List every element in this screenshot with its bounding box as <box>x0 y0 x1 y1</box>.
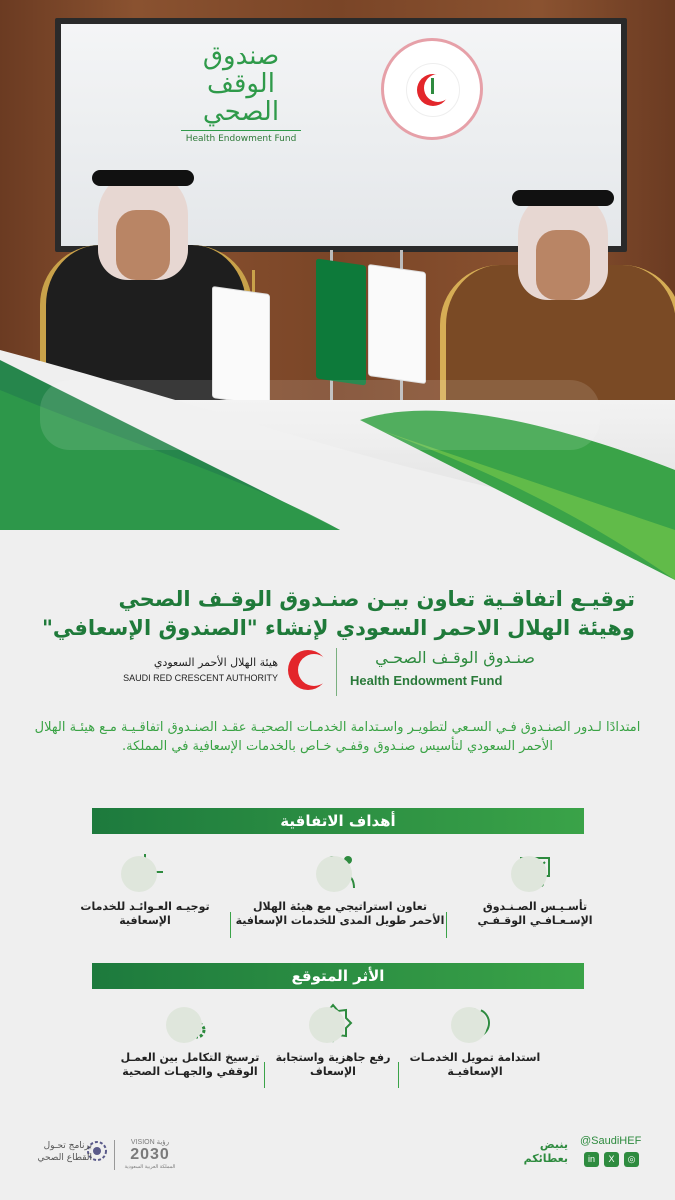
impact-item <box>115 1003 265 1079</box>
goal-text: توجيـه العـوائـد للخدمات الإسعافية <box>80 900 210 927</box>
hef-logo <box>350 648 560 688</box>
title-line-1: توقيـع اتفاقـية تعاون بيـن صنـدوق الوقـف الصحي <box>118 587 635 611</box>
src-logo <box>110 648 330 683</box>
program-line-1: برنامج تحـول <box>43 1141 92 1151</box>
src-logo-ar: هيئة الهلال الأحمر السعودي <box>153 656 278 669</box>
goal-item <box>70 852 220 928</box>
vision-top: VISION رؤية <box>130 1139 170 1146</box>
yanbid-line-2: بعطائكم <box>523 1152 568 1165</box>
intro-paragraph: امتدادًا لـدور الصنـدوق فـي السـعي لتطويـر واسـتدامة الخدمـات الصحيـة عقـد الصنـدوق اتفاقـيـة مـع هيئـة الهلال الأحمر السعودي لتأسيس صنـدوق وقفـي خـاص بالخدمات الإسعافية في المملكة. <box>34 720 641 754</box>
goal-item <box>460 852 610 928</box>
green-swoosh-decoration <box>0 330 675 590</box>
presentation-icon <box>515 852 555 892</box>
partner-logos <box>110 648 560 698</box>
title-line-2: وهيئة الهلال الاحمر السعودي لإنشاء "الصندوق الإسعافي" <box>41 616 635 640</box>
social-handle[interactable]: @SaudiHEF <box>580 1135 642 1147</box>
screen-src-emblem <box>406 63 460 117</box>
verified-badge-icon <box>313 1003 353 1043</box>
logo-divider <box>336 648 337 696</box>
yanbid-slogan <box>518 1138 568 1166</box>
impact-text: استدامة تمويل الخدمـات الإسعافيـة <box>409 1051 541 1078</box>
health-transformation-program <box>22 1140 92 1164</box>
hef-logo-ar: صنـدوق الوقـف الصحـي <box>375 648 535 667</box>
hef-logo-en: Health Endowment Fund <box>350 673 503 688</box>
goals-heading: أهداف الاتفاقية <box>92 808 584 834</box>
vision-year: 2030 <box>130 1146 170 1163</box>
page-title <box>20 585 635 643</box>
goal-item <box>235 852 445 928</box>
goal-separator <box>446 912 447 938</box>
src-logo-en: SAUDI RED CRESCENT AUTHORITY <box>123 673 278 683</box>
crescent-icon <box>288 650 328 690</box>
yanbid-line-1: ينبض <box>539 1138 568 1151</box>
vision-2030-logo <box>120 1138 180 1170</box>
linkedin-icon[interactable]: in <box>584 1152 599 1167</box>
impact-item <box>400 1003 550 1079</box>
distribution-arrows-icon <box>125 852 165 892</box>
gears-icon <box>170 1003 210 1043</box>
impact-text: رفع جاهزية واستجابة الإسعاف <box>275 1051 391 1078</box>
x-twitter-icon[interactable]: X <box>604 1152 619 1167</box>
goal-text: تعاون استراتيجي مع هيئة الهلال الأحمر طويل المدى للخدمات الإسعافية <box>235 900 445 927</box>
goal-separator <box>230 912 231 938</box>
instagram-icon[interactable]: ◎ <box>624 1152 639 1167</box>
people-cooperation-icon <box>320 852 360 892</box>
screen-src-logo <box>381 38 483 140</box>
footer-divider <box>114 1140 115 1170</box>
screen-hef-logo <box>181 42 301 144</box>
impact-text: ترسيخ التكامل بين العمـل الوقفي والجهـات الصحية <box>120 1051 260 1078</box>
impact-heading: الأثر المتوقع <box>92 963 584 989</box>
screen-hef-logo-ar: صندوق الوقف الصحي <box>202 41 280 127</box>
recycle-gear-icon <box>455 1003 495 1043</box>
program-line-2: القطاع الصحي <box>37 1153 92 1163</box>
vision-sub: المملكة العربية السعودية <box>124 1164 176 1170</box>
goal-text: تأسـيـس الصـنـدوق الإسـعـافـي الوقـفـي <box>477 900 593 927</box>
screen-hef-logo-en: Health Endowment Fund <box>181 130 301 144</box>
impact-item <box>258 1003 408 1079</box>
